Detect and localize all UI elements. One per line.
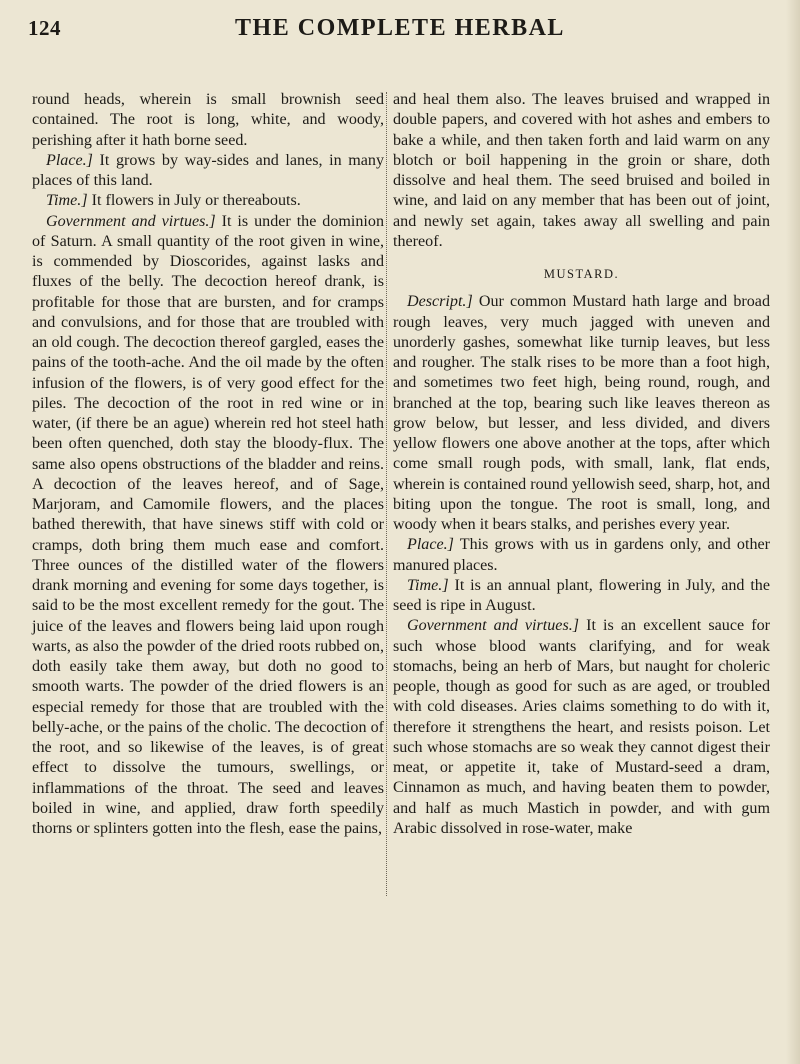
place-label: Place.] <box>46 151 93 169</box>
mustard-place-paragraph <box>393 535 770 576</box>
government-paragraph <box>32 212 384 840</box>
mustard-government-paragraph <box>393 616 770 839</box>
right-column <box>393 90 770 839</box>
mustard-government-label: Government and virtues.] <box>407 617 579 635</box>
place-text: It grows by way-sides and lanes, in many places of this land. <box>32 151 384 189</box>
mustard-government-text: It is an excellent sauce for such whose blood wants clarifying, and for weak stomachs, being an herb of Mars, but naught for choleric people, though as good for such as are aged, or troubled with cold diseases. Aries claims something to do with it, therefore it strengthens the heart, and resists poison. Let such whose stomachs are so weak they cannot digest their meat, or appetite it, take of Mustard-seed a dram, Cinnamon as much, and having beaten them to powder, and half as much Mastich in powder, and with gum Arabic dissolved in rose-water, make <box>393 617 770 837</box>
continuation-paragraph: and heal them also. The leaves bruised and wrapped in double papers, and covered with hot ashes and embers to bake a while, and then taken forth and laid warm on any blotch or boil happening in the groin or share, doth dissolve and heal them. The seed bruised and boiled in wine, and laid on any member that has been out of joint, and newly set again, takes away all swelling and pain thereof. <box>393 91 770 250</box>
descript-label: Descript.] <box>407 293 473 311</box>
place-paragraph <box>32 151 384 192</box>
descript-paragraph <box>393 292 770 535</box>
mustard-place-text: This grows with us in gardens only, and other manured places. <box>393 536 770 574</box>
mustard-place-label: Place.] <box>407 536 454 554</box>
time-paragraph <box>32 191 384 211</box>
time-text: It flowers in July or thereabouts. <box>87 192 301 210</box>
mustard-time-paragraph <box>393 576 770 617</box>
government-text: It is under the dominion of Saturn. A small quantity of the root given in wine, is commended by Dioscorides, against lasks and fluxes of the belly. The decoction hereof drank, is profitable for those that are bursten, and for cramps and convulsions, and for those that are troubled with an old cough. The decoction thereof gargled, eases the pains of the tooth-ache. And the oil made by the often infusion of the flowers, is of very good effect for the piles. The decoction of the root in red wine or in water, (if there be an ague) wherein red hot steel hath been often quenched, doth stay the bloody-flux. The same also opens obstructions of the bladder and reins. A decoction of the leaves hereof, and of Sage, Marjoram, and Camomile flowers, and the places bathed therewith, that have sinews stiff with cold or cramps, doth bring them much ease and comfort. Three ounces of the distilled water of the flowers drank morning and evening for some days together, is said to be the most excellent remedy for the gout. The juice of the leaves and flowers being laid upon rough warts, as also the powder of the dried roots rubbed on, doth easily take them away, but doth no good to smooth warts. The powder of the dried flowers is an especial remedy for those that are troubled with the belly-ache, or the pains of the cholic. The decoction of the root, and so likewise of the leaves, is of great effect to dissolve the tumours, swellings, or inflammations of the throat. The seed and leaves boiled in wine, and applied, draw forth speedily thorns or splinters gotten into the flesh, ease the pains, <box>32 212 385 837</box>
government-label: Government and virtues.] <box>46 212 216 230</box>
mustard-time-label: Time.] <box>407 576 449 594</box>
left-column <box>32 90 384 839</box>
running-head: THE COMPLETE HERBAL <box>235 15 565 41</box>
column-divider <box>386 92 387 896</box>
page-number: 124 <box>28 16 61 40</box>
mustard-time-text: It is an annual plant, flowering in July, and the seed is ripe in August. <box>393 576 770 614</box>
section-heading: MUSTARD. <box>543 267 620 281</box>
page-header <box>28 16 772 48</box>
time-label: Time.] <box>46 192 88 210</box>
descript-text: Our common Mustard hath large and broad rough leaves, very much jagged with uneven and unorderly gashes, somewhat like turnip leaves, but less and rougher. The stalk rises to be more than a foot high, and sometimes two feet high, being round, rough, and branched at the top, bearing such like leaves thereon as grow below, but lesser, and less divided, and divers yellow flowers one above another at the tops, after which come small rough pods, with small, lank, flat ends, wherein is contained round yellowish seed, sharp, hot, and biting upon the tongue. The root is small, long, and woody when it bears stalks, and perishes every year. <box>393 293 770 533</box>
intro-paragraph: round heads, wherein is small brownish seed contained. The root is long, white, and woody, perishing after it hath borne seed. <box>32 91 384 149</box>
page-edge-shading <box>786 0 800 1064</box>
